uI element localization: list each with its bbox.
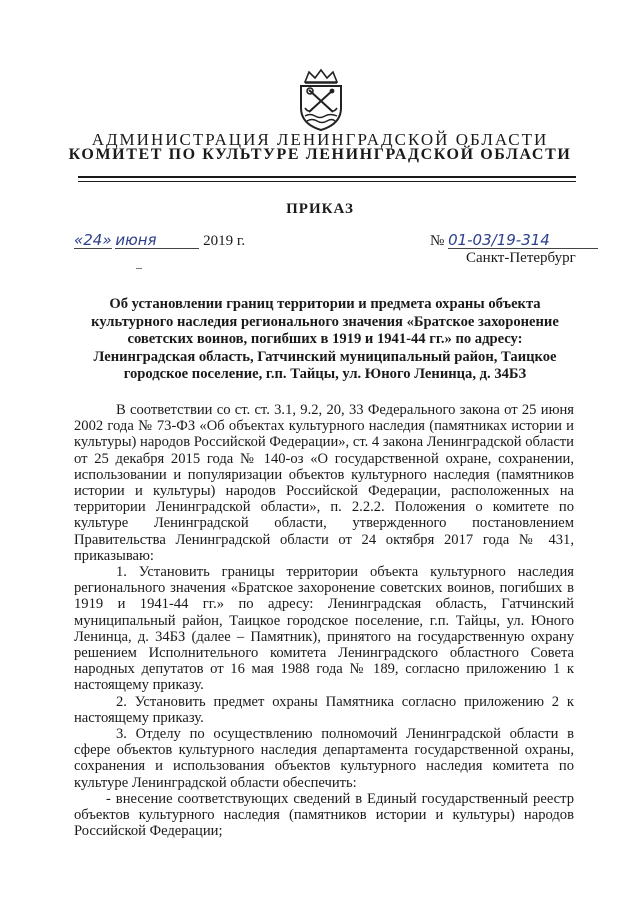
number-label: № [430,233,445,249]
body-item-3: 3. Отделу по осуществлению полномочий Ленинградской области в сфере объектов культурного наследия департамента государственной охраны, сохранения и использования объектов культурного наследия комитета по культуре Ленинградской области обеспечить: [74,726,574,791]
number-value: 01-03/19-314 [448,232,598,249]
date-year: 2019 г. [203,233,246,249]
body-item-1: 1. Установить границы территории объекта культурного наследия регионального значения «Братское захоронение советских воинов, погибших в 1919 и 1941-44 гг.» по адресу: Ленинградская область, Гатчинский муниципальный район, Таицкое городское поселение, г.п. Тайцы, ул. Юного Ленинца, д. 34БЗ (далее – Памятник), принятого на государственную охрану решением Исполнительного комитета Ленинградского областного Совета народных депутатов от 16 мая 1988 года № 189, согласно приложению 1 к настоящему приказу. [74,564,574,694]
document-city: Санкт-Петербург [466,250,576,266]
organization-name: АДМИНИСТРАЦИЯ ЛЕНИНГРАДСКОЙ ОБЛАСТИ [91,130,549,149]
header-divider-thick [78,176,576,178]
coat-of-arms-icon [295,68,347,132]
body-item-2: 2. Установить предмет охраны Памятника согласно приложению 2 к настоящему приказу. [74,693,574,726]
committee-name: КОМИТЕТ ПО КУЛЬТУРЕ ЛЕНИНГРАДСКОЙ ОБЛАСТИ [68,146,572,163]
date-open-quote: « [74,231,84,249]
date-close-quote: » [102,231,112,249]
document-title: Об установлении границ территории и предмета охраны объекта культурного наследия регионального значения «Братское захоронение советских воинов, погибших в 1919 и 1941-44 гг.» по адресу: Ленинградская область, Гатчинский муниципальный район, Таицкое городское поселение, г.п. Тайцы, ул. Юного Ленинца, д. 34БЗ [91,296,559,382]
document-number [430,232,598,250]
document-date [74,232,245,250]
date-day: 24 [83,231,103,249]
stray-mark [136,268,142,269]
date-month: июня [115,232,199,249]
document-type: ПРИКАЗ [286,201,354,217]
document-body [74,402,574,839]
body-intro: В соответствии со ст. ст. 3.1, 9.2, 20, 33 Федерального закона от 25 июня 2002 года № 73-ФЗ «Об объектах культурного наследия (памятниках истории и культуры) народов Российской Федерации», ст. 4 закона Ленинградской области от 25 декабря 2015 года № 140-оз «О государственной охране, сохранении, использовании и популяризации объектов культурного наследия (памятников истории и культуры) народов Российской Федерации, расположенных на территории Ленинградской области», п. 2.2.2. Положения о комитете по культуре Ленинградской области, утвержденного постановлением Правительства Ленинградской области от 24 октября 2017 года № 431, приказываю: [74,402,574,564]
header-divider-thin [78,181,576,182]
body-item-3-sub-1: - внесение соответствующих сведений в Единый государственный реестр объектов культурного наследия (памятников истории и культуры) народов Российской Федерации; [74,790,574,840]
